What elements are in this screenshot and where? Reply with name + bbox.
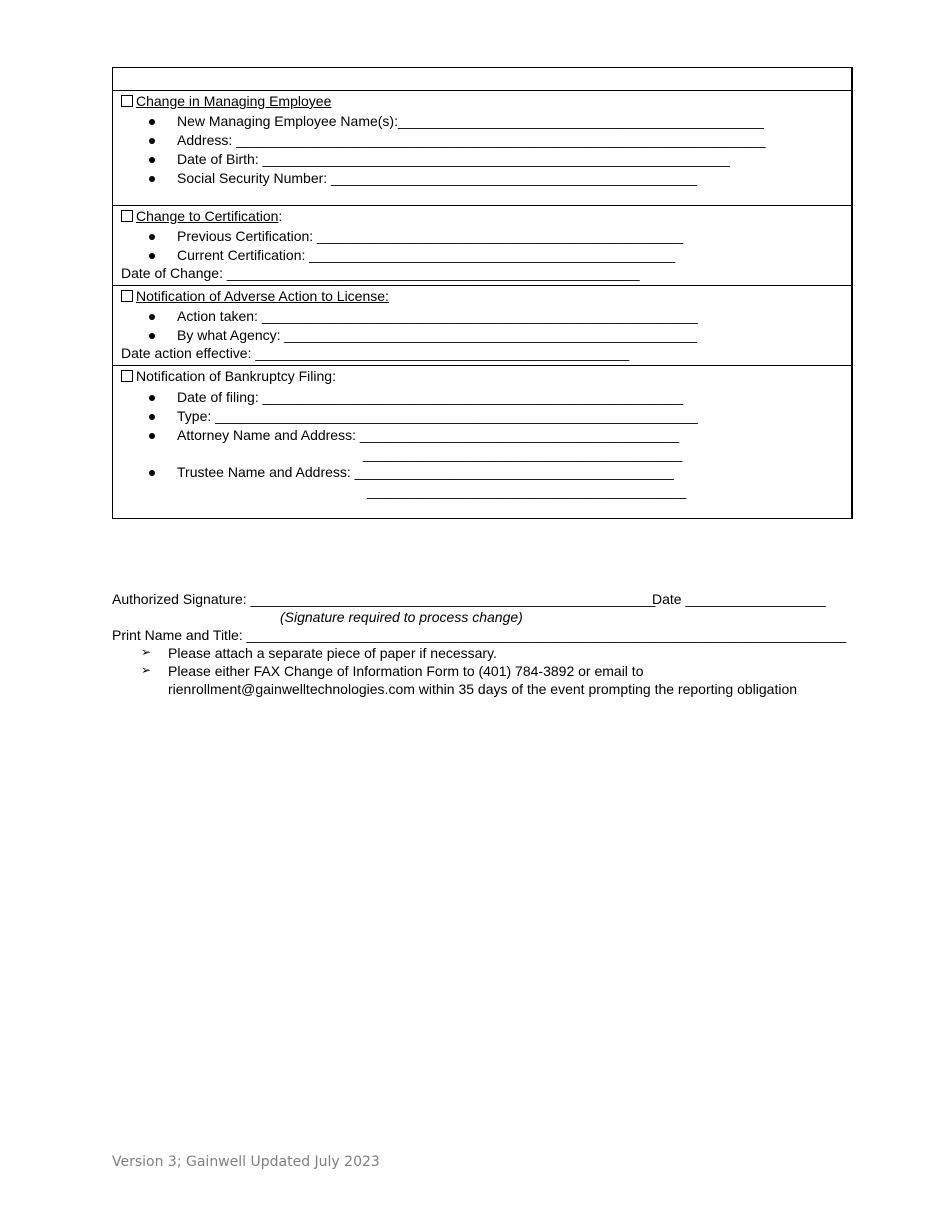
section-bankruptcy: [113, 365, 851, 518]
bullet-icon: [149, 138, 155, 144]
adverse-action-heading: [121, 288, 389, 304]
bullet-icon: [149, 470, 155, 476]
arrow-bullet-icon: ➢: [141, 645, 152, 659]
bullet-icon: [149, 395, 155, 401]
bullet-icon: [149, 333, 155, 339]
bullet-icon: [149, 176, 155, 182]
attorney-field[interactable]: Attorney Name and Address: _________________________________________: [177, 427, 680, 443]
signature-date-field[interactable]: Date __________________: [652, 591, 826, 607]
certification-checkbox[interactable]: [121, 210, 133, 222]
bullet-icon: [149, 234, 155, 240]
bankruptcy-title: Notification of Bankruptcy Filing:: [136, 368, 336, 384]
bullet-icon: [149, 433, 155, 439]
bullet-icon: [149, 253, 155, 259]
managing-employee-address-field[interactable]: Address: ____________________________________________________________________: [177, 132, 766, 148]
version-footer: Version 3; Gainwell Updated July 2023: [112, 1154, 380, 1170]
trustee-field[interactable]: Trustee Name and Address: _________________________________________: [177, 464, 674, 480]
managing-employee-ssn-field[interactable]: Social Security Number: _______________________________________________: [177, 170, 698, 186]
bankruptcy-checkbox[interactable]: [121, 370, 133, 382]
date-action-effective-field[interactable]: Date action effective: ________________________________________________: [121, 345, 630, 361]
authorized-signature-field[interactable]: Authorized Signature: ____________________________________________________: [112, 591, 656, 607]
change-form-table: [112, 67, 853, 519]
empty-header-row: [113, 68, 851, 90]
current-certification-field[interactable]: Current Certification: _______________________________________________: [177, 247, 676, 263]
adverse-action-title: Notification of Adverse Action to License:: [136, 288, 389, 304]
bullet-icon: [149, 157, 155, 163]
previous-certification-field[interactable]: Previous Certification: _______________________________________________: [177, 228, 684, 244]
bullet-icon: [149, 414, 155, 420]
instruction-fax-email: Please either FAX Change of Information Form to (401) 784-3892 or email to: [168, 663, 644, 679]
date-of-filing-field[interactable]: Date of filing: ______________________________________________________: [177, 389, 684, 405]
signature-note: (Signature required to process change): [280, 609, 523, 625]
bullet-icon: [149, 119, 155, 125]
managing-employee-name-field[interactable]: New Managing Employee Name(s):_______________________________________________: [177, 113, 764, 129]
managing-employee-checkbox[interactable]: [121, 95, 133, 107]
managing-employee-dob-field[interactable]: Date of Birth: ____________________________________________________________: [177, 151, 730, 167]
action-taken-field[interactable]: Action taken: ________________________________________________________: [177, 308, 698, 324]
certification-heading: [121, 208, 282, 224]
agency-field[interactable]: By what Agency: _____________________________________________________: [177, 327, 698, 343]
bankruptcy-type-field[interactable]: Type: ______________________________________________________________: [177, 408, 698, 424]
instruction-attach-paper: Please attach a separate piece of paper if necessary.: [168, 645, 497, 661]
certification-title: Change to Certification: [136, 208, 279, 224]
bullet-icon: [149, 314, 155, 320]
managing-employee-heading: [121, 93, 331, 109]
bankruptcy-heading: [121, 368, 336, 384]
section-certification: [113, 205, 851, 285]
certification-title-suffix: :: [278, 208, 283, 224]
arrow-bullet-icon: ➢: [141, 663, 152, 677]
date-of-change-field[interactable]: Date of Change: _____________________________________________________: [121, 265, 640, 281]
section-adverse-action: [113, 285, 851, 365]
adverse-action-checkbox[interactable]: [121, 290, 133, 302]
print-name-title-field[interactable]: Print Name and Title: _____________________________________________________________________________: [112, 627, 847, 643]
attorney-address-continuation[interactable]: _________________________________________: [363, 446, 683, 462]
section-managing-employee: [113, 90, 851, 205]
trustee-address-continuation[interactable]: _________________________________________: [367, 483, 687, 499]
instruction-email-address: rienrollment@gainwelltechnologies.com within 35 days of the event prompting the reporting obligation: [168, 681, 798, 697]
managing-employee-title: Change in Managing Employee: [136, 93, 332, 109]
